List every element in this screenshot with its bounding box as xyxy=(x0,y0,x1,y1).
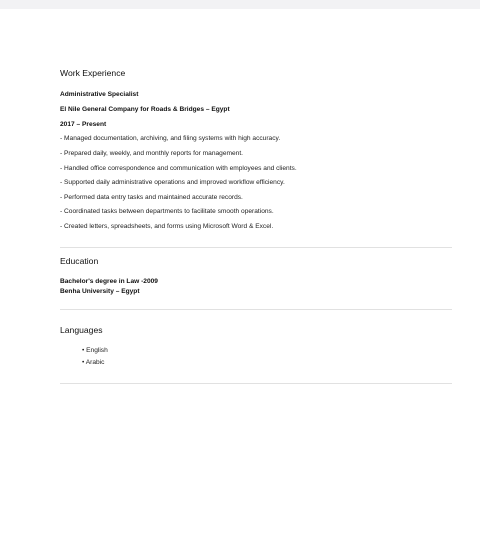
duty-item-7: - Created letters, spreadsheets, and forms using Microsoft Word & Excel. xyxy=(60,223,274,230)
section-divider xyxy=(60,309,452,310)
duty-item-5: - Performed data entry tasks and maintained accurate records. xyxy=(60,194,243,201)
languages-heading: Languages xyxy=(60,325,103,335)
university: Benha University – Egypt xyxy=(60,288,140,295)
top-strip xyxy=(0,0,480,9)
work-experience-heading: Work Experience xyxy=(60,68,126,78)
duty-item-3: - Handled office correspondence and communication with employees and clients. xyxy=(60,165,297,172)
duty-item-4: - Supported daily administrative operations and improved workflow efficiency. xyxy=(60,179,285,186)
job-period: 2017 – Present xyxy=(60,121,107,128)
job-title: Administrative Specialist xyxy=(60,91,139,98)
company-name: El Nile General Company for Roads & Bridges – Egypt xyxy=(60,106,230,113)
language-item: • English xyxy=(82,347,108,354)
degree: Bachelor's degree in Law -2009 xyxy=(60,278,158,285)
section-divider xyxy=(60,383,452,384)
duty-item-2: - Prepared daily, weekly, and monthly reports for management. xyxy=(60,150,244,157)
education-heading: Education xyxy=(60,256,99,266)
duty-item-1: - Managed documentation, archiving, and filing systems with high accuracy. xyxy=(60,135,281,142)
language-item: • Arabic xyxy=(82,359,105,366)
duty-item-6: - Coordinated tasks between departments to facilitate smooth operations. xyxy=(60,208,274,215)
section-divider xyxy=(60,247,452,248)
